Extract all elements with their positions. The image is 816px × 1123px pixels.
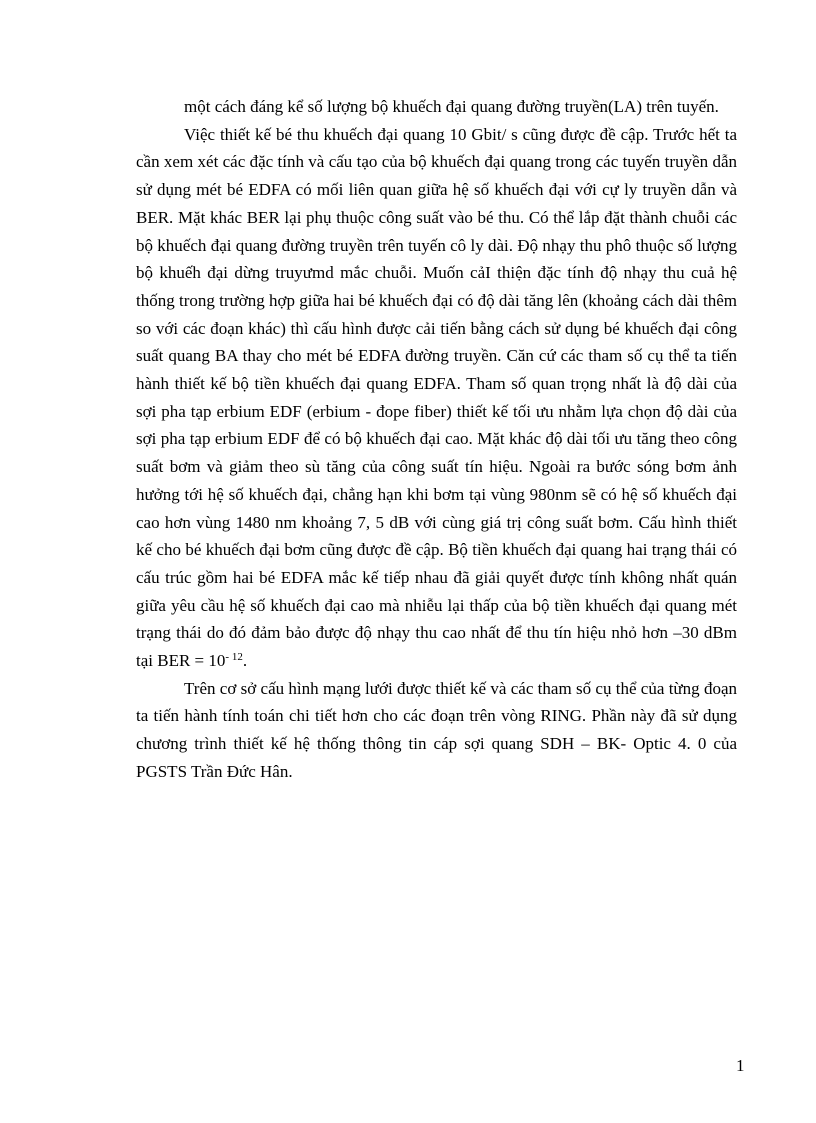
document-body bbox=[136, 93, 737, 786]
ber-exponent: - 12 bbox=[225, 651, 243, 664]
paragraph-3: Trên cơ sở cấu hình mạng lưới được thiết kế và các tham số cụ thể của từng đoạn ta tiến hành tính toán chi tiết hơn cho các đoạn trên vòng RING. Phần này đã sử dụng chương trình thiết kế hệ thống thông tin cáp sợi quang SDH – BK- Optic 4. 0 của PGSTS Trần Đức Hân. bbox=[136, 678, 737, 781]
paragraph-2-end: . bbox=[242, 651, 248, 671]
paragraph-1: một cách đáng kể số lượng bộ khuếch đại quang đường truyền(LA) trên tuyến. bbox=[184, 97, 719, 116]
paragraph-2 bbox=[136, 121, 737, 675]
page-number: 1 bbox=[736, 1056, 745, 1075]
paragraph-2-text: Việc thiết kế bé thu khuếch đại quang 10 Gbit/ s cũng được đề cập. Trước hết ta cần xem xét các đặc tính và cấu tạo của bộ khuếch đại quang trong các tuyến truyền dẫn sử dụng mét bé EDFA có mối liên quan giữa hệ số khuếch đại với cự ly truyền dẫn và BER. Mặt khác BER lại phụ thuộc công suất vào bé thu. Có thể lắp đặt thành chuỗi các bộ khuếch đại quang đường truyền trên tuyến cô ly dài. Độ nhạy thu phô thuộc số lượng bộ khuếh đại dừng truyưmd mắc chuỗi. Muốn cảI thiện đặc tính độ nhạy thu cuả hệ thống trong trường hợp giữa hai bé khuếch đại có độ dài tăng lên (khoảng cách dài thêm so với các đoạn khác) thì cấu hình được cải tiến bằng cách sử dụng bé khuếch đại công suất quang BA thay cho mét bé EDFA đường truyền. Căn cứ các tham số cụ thể ta tiến hành thiết kế bộ tiền khuếch đại quang EDFA. Tham số quan trọng nhất là độ dài của sợi pha tạp erbium EDF (erbium - đope fiber) thiết kế tối ưu nhằm lựa chọn độ dài của sợi pha tạp erbium EDF để có bộ khuếch đại cao. Mặt khác độ dài tối ưu tăng theo công suất bơm và giảm theo sù tăng của công suất tín hiệu. Ngoài ra bước sóng bơm ảnh hưởng tới hệ số khuếch đại, chẳng hạn khi bơm tại vùng 980nm sẽ có hệ số khuếch đại cao hơn vùng 1480 nm khoảng 7, 5 dB với cùng giá trị công suất bơm. Cấu hình thiết kế cho bé khuếch đại bơm cũng được đề cập. Bộ tiền khuếch đại quang hai trạng thái có cấu trúc gồm hai bé EDFA mắc kế tiếp nhau đã giải quyết được tính không nhất quán giữa yêu cầu hệ số khuếch đại cao mà nhiễu lại thấp của bộ tiền khuếch đại quang mét trạng thái do đó đảm bảo được độ nhạy thu cao nhất để thu tín hiệu nhỏ hơn –30 dBm tại BER = 10 bbox=[136, 124, 737, 671]
